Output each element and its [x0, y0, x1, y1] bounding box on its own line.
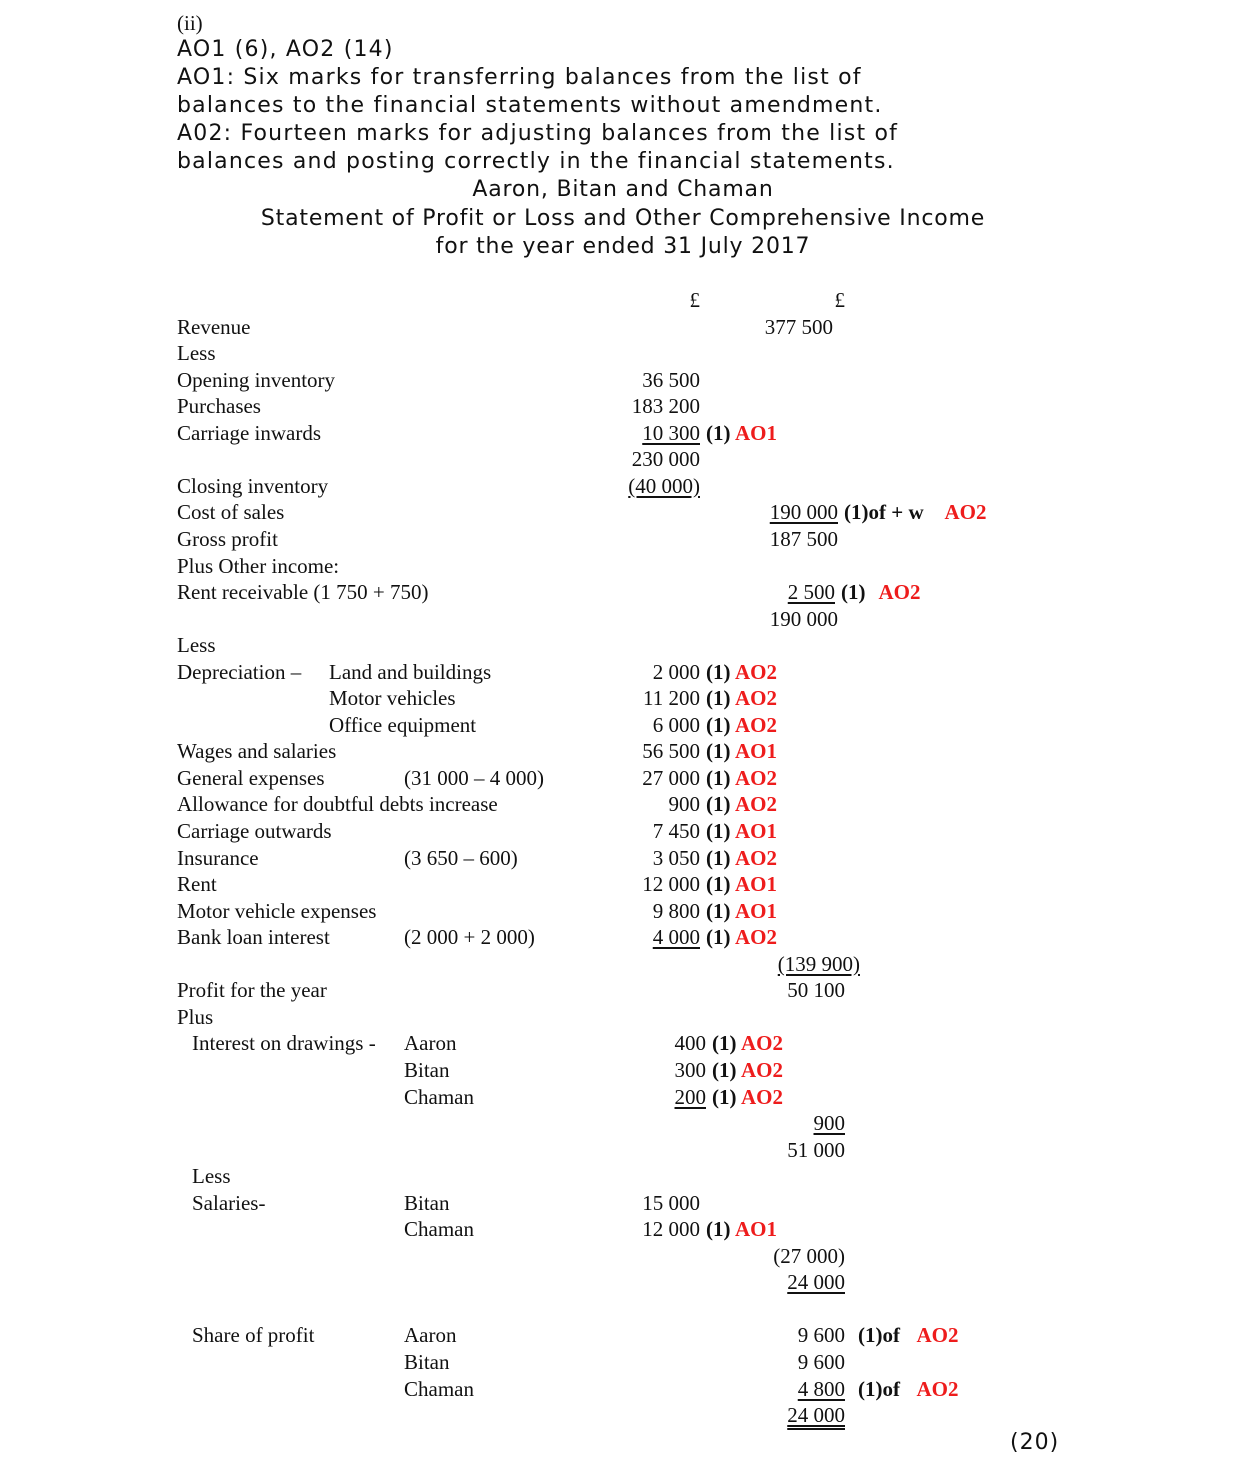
mark-award: (1): [706, 686, 731, 711]
row-label: Allowance for doubtful debts increase: [177, 792, 498, 817]
statement-row: [0, 818, 1234, 844]
amount-column-1: £: [689, 288, 700, 312]
statement-row: [0, 1190, 1234, 1216]
amount-column-1: 230 000: [631, 447, 700, 472]
statement-row: [0, 1216, 1234, 1242]
statement-row: [0, 393, 1234, 419]
assessment-objective: AO2: [741, 1057, 783, 1082]
amount-column-1: 400: [674, 1031, 706, 1056]
statement-row: [0, 977, 1234, 1003]
amount-column-2: £: [834, 288, 845, 312]
amount-column-2: 50 100: [787, 978, 845, 1003]
amount-column-2: (27 000): [773, 1243, 845, 1268]
statement-row: [0, 1296, 1234, 1322]
mark-award: (1): [706, 659, 731, 684]
amount-column-1: 2 000: [652, 659, 700, 684]
statement-row: [0, 1004, 1234, 1030]
row-label: Cost of sales: [177, 500, 285, 525]
assessment-objective: AO2: [944, 500, 987, 525]
row-label: Insurance: [177, 845, 259, 870]
assessment-objective: AO2: [735, 792, 777, 817]
statement-row: [0, 951, 1234, 977]
mark-award: (1): [712, 1031, 737, 1056]
statement-row: [0, 287, 1234, 313]
amount-column-1: 10 300: [642, 420, 700, 445]
assessment-objective: AO2: [735, 765, 777, 790]
statement-row: [0, 1030, 1234, 1056]
amount-column-2: 9 600: [797, 1323, 845, 1348]
row-label: Gross profit: [177, 526, 278, 551]
statement-row: [0, 1057, 1234, 1083]
amount-column-1: 300: [674, 1057, 706, 1082]
row-label: General expenses: [177, 765, 325, 790]
statement-row: [0, 1137, 1234, 1163]
amount-column-2: 24 000: [787, 1270, 845, 1295]
amount-column-1: (40 000): [628, 473, 700, 498]
business-name: Aaron, Bitan and Chaman: [472, 177, 774, 202]
assessment-objective: AO2: [735, 686, 777, 711]
row-label: Bank loan interest: [177, 925, 330, 950]
statement-row: [0, 871, 1234, 897]
amount-column-1: 3 050: [652, 845, 700, 870]
assessment-objective: AO1: [735, 872, 777, 897]
marks-allocation: AO1 (6), AO2 (14): [177, 37, 394, 62]
mark-award: (1): [706, 845, 731, 870]
row-detail: Chaman: [404, 1084, 474, 1109]
row-detail: Chaman: [404, 1376, 474, 1401]
assessment-objective: AO2: [735, 845, 777, 870]
row-detail: Bitan: [404, 1350, 450, 1374]
statement-row: [0, 632, 1234, 658]
amount-column-2: 51 000: [787, 1137, 845, 1162]
statement-row: [0, 685, 1234, 711]
row-detail: Chaman: [404, 1217, 474, 1242]
row-label: Less: [177, 341, 216, 366]
statement-row: [0, 1269, 1234, 1295]
statement-row: [0, 367, 1234, 393]
row-label: Share of profit: [192, 1323, 315, 1348]
row-label: Interest on drawings -: [192, 1031, 376, 1056]
statement-row: [0, 526, 1234, 552]
assessment-objective: AO2: [735, 659, 777, 684]
total-marks: (20): [1010, 1430, 1060, 1455]
amount-column-1: 11 200: [643, 686, 700, 711]
assessment-objective: AO1: [735, 898, 777, 923]
statement-row: [0, 1084, 1234, 1110]
assessment-objective: AO2: [741, 1031, 783, 1056]
assessment-objective: AO2: [916, 1323, 959, 1348]
row-sub-label: Land and buildings: [329, 659, 492, 684]
row-label: Wages and salaries: [177, 739, 337, 764]
ao1-description-line-1: AO1: Six marks for transferring balances from the list of: [177, 65, 862, 90]
amount-column-2: 2 500: [787, 580, 835, 605]
statement-row: [0, 579, 1234, 605]
statement-row: [0, 765, 1234, 791]
mark-award: (1): [706, 712, 731, 737]
row-label: Salaries-: [192, 1190, 266, 1215]
statement-row: [0, 1349, 1234, 1375]
amount-column-1: 36 500: [642, 367, 700, 392]
statement-row: [0, 446, 1234, 472]
mark-award: (1): [841, 580, 866, 605]
assessment-objective: AO1: [735, 819, 777, 843]
amount-column-1: 56 500: [642, 739, 700, 764]
row-detail: (31 000 – 4 000): [404, 765, 544, 790]
statement-row: [0, 845, 1234, 871]
amount-column-2: 4 800: [797, 1376, 845, 1401]
ao1-description-line-2: balances to the financial statements without amendment.: [177, 93, 883, 118]
row-label: Less: [192, 1164, 231, 1189]
row-sub-label: Motor vehicles: [329, 686, 456, 711]
statement-title: Statement of Profit or Loss and Other Comprehensive Income: [260, 206, 986, 231]
mark-award: (1)of: [858, 1323, 900, 1348]
amount-column-1: 12 000: [642, 1217, 700, 1242]
statement-row: [0, 420, 1234, 446]
assessment-objective: AO2: [741, 1084, 783, 1109]
amount-column-2: (139 900): [777, 951, 860, 976]
amount-column-2: 190 000: [769, 500, 838, 525]
amount-column-2: 9 600: [797, 1350, 845, 1374]
row-detail: Bitan: [404, 1057, 450, 1082]
row-label: Closing inventory: [177, 473, 329, 498]
assessment-objective: AO2: [735, 712, 777, 737]
amount-column-1: 15 000: [642, 1190, 700, 1215]
amount-column-1: 183 200: [631, 394, 700, 419]
statement-row: [0, 924, 1234, 950]
row-label: Profit for the year: [177, 978, 327, 1003]
amount-column-1: 6 000: [652, 712, 700, 737]
row-label: Plus Other income:: [177, 553, 340, 578]
mark-award: (1)of: [858, 1376, 900, 1401]
row-detail: (2 000 + 2 000): [404, 925, 535, 950]
row-label: Less: [177, 633, 216, 658]
amount-column-2: 377 500: [764, 314, 833, 339]
assessment-objective: AO2: [735, 925, 777, 950]
row-label: Depreciation –: [177, 659, 302, 684]
row-detail: (3 650 – 600): [404, 845, 518, 870]
amount-column-2: 187 500: [769, 526, 838, 551]
row-label: Rent: [177, 872, 217, 897]
statement-row: [0, 791, 1234, 817]
row-label: Motor vehicle expenses: [177, 898, 377, 923]
mark-award: (1): [706, 898, 731, 923]
row-detail: Aaron: [404, 1031, 457, 1056]
mark-award: (1): [706, 420, 731, 445]
mark-award: (1): [706, 792, 731, 817]
row-detail: Aaron: [404, 1323, 457, 1348]
assessment-objective: AO2: [878, 580, 921, 605]
row-label: Opening inventory: [177, 367, 336, 392]
row-label: Plus: [177, 1004, 214, 1029]
row-label: Rent receivable (1 750 + 750): [177, 580, 429, 605]
ao2-description-line-2: balances and posting correctly in the financial statements.: [177, 149, 895, 174]
statement-row: [0, 1243, 1234, 1269]
statement-row: [0, 499, 1234, 525]
mark-award: (1): [712, 1084, 737, 1109]
row-detail: Bitan: [404, 1190, 450, 1215]
amount-column-1: 7 450: [652, 819, 700, 843]
mark-award: (1): [706, 1217, 731, 1242]
amount-column-1: 9 800: [652, 898, 700, 923]
amount-column-2: 900: [813, 1111, 845, 1136]
row-label: Revenue: [177, 314, 251, 339]
mark-award: (1): [706, 765, 731, 790]
statement-row: [0, 738, 1234, 764]
statement-row: [0, 1402, 1234, 1428]
statement-row: [0, 659, 1234, 685]
mark-award: (1)of + w: [844, 500, 924, 525]
amount-column-2: 190 000: [769, 606, 838, 631]
row-label: Purchases: [177, 394, 261, 419]
assessment-objective: AO1: [735, 420, 777, 445]
statement-period: for the year ended 31 July 2017: [435, 234, 811, 259]
mark-award: (1): [706, 925, 731, 950]
statement-row: [0, 606, 1234, 632]
amount-column-1: 12 000: [642, 872, 700, 897]
mark-award: (1): [706, 819, 731, 843]
amount-column-1: 4 000: [652, 925, 700, 950]
statement-row: [0, 314, 1234, 340]
amount-column-1: 900: [668, 792, 700, 817]
statement-row: [0, 340, 1234, 366]
row-label: Carriage outwards: [177, 819, 332, 843]
amount-column-1: 200: [674, 1084, 706, 1109]
amount-column-2: 24 000: [787, 1403, 845, 1428]
statement-row: [0, 553, 1234, 579]
mark-award: (1): [706, 872, 731, 897]
statement-row: [0, 1376, 1234, 1402]
row-label: Carriage inwards: [177, 420, 322, 445]
mark-award: (1): [712, 1057, 737, 1082]
assessment-objective: AO2: [916, 1376, 959, 1401]
statement-row: [0, 473, 1234, 499]
statement-row: [0, 712, 1234, 738]
statement-row: [0, 1110, 1234, 1136]
assessment-objective: AO1: [735, 1217, 777, 1242]
mark-award: (1): [706, 739, 731, 764]
ao2-description-line-1: A02: Fourteen marks for adjusting balances from the list of: [177, 121, 899, 146]
amount-column-1: 27 000: [642, 765, 700, 790]
assessment-objective: AO1: [735, 739, 777, 764]
statement-row: [0, 1322, 1234, 1348]
part-label: (ii): [177, 11, 203, 35]
statement-row: [0, 898, 1234, 924]
row-sub-label: Office equipment: [329, 712, 477, 737]
statement-row: [0, 1163, 1234, 1189]
